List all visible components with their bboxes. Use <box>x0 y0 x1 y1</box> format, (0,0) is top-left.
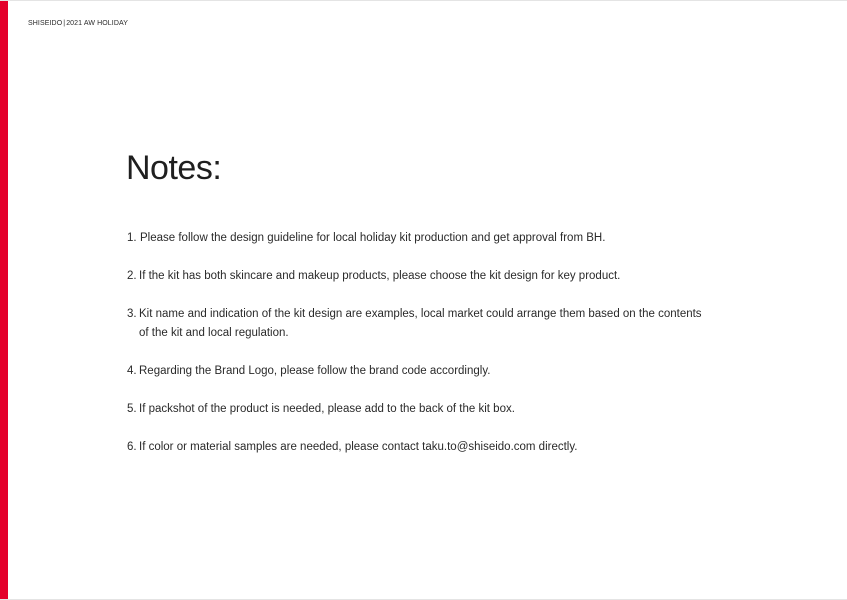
note-text: Kit name and indication of the kit design are examples, local market could arrange them based on the contents of the kit and local regulation. <box>139 308 702 339</box>
note-number: 3. <box>127 308 137 320</box>
page-title: Notes: <box>126 149 222 187</box>
note-item-1 <box>127 229 707 248</box>
note-text: If color or material samples are needed, please contact taku.to@shiseido.com directly. <box>139 441 578 453</box>
notes-list <box>127 229 707 476</box>
note-number: 2. <box>127 270 137 282</box>
header-divider: | <box>63 20 66 27</box>
note-item-6 <box>127 438 707 457</box>
note-number: 6. <box>127 441 137 453</box>
header-campaign: 2021 AW HOLIDAY <box>66 20 128 27</box>
note-text: If packshot of the product is needed, please add to the back of the kit box. <box>139 403 515 415</box>
note-text: Regarding the Brand Logo, please follow the brand code accordingly. <box>139 365 491 377</box>
note-number: 5. <box>127 403 137 415</box>
note-text: If the kit has both skincare and makeup products, please choose the kit design for key product. <box>139 270 621 282</box>
note-number: 4. <box>127 365 137 377</box>
brand-accent-bar <box>0 1 8 599</box>
header-brand: SHISEIDO <box>28 20 63 27</box>
note-item-3 <box>127 305 707 343</box>
page-header <box>28 20 128 27</box>
note-item-5 <box>127 400 707 419</box>
note-item-2 <box>127 267 707 286</box>
note-number: 1. <box>127 232 137 244</box>
note-item-4 <box>127 362 707 381</box>
note-text: Please follow the design guideline for local holiday kit production and get approval from BH. <box>140 232 606 244</box>
